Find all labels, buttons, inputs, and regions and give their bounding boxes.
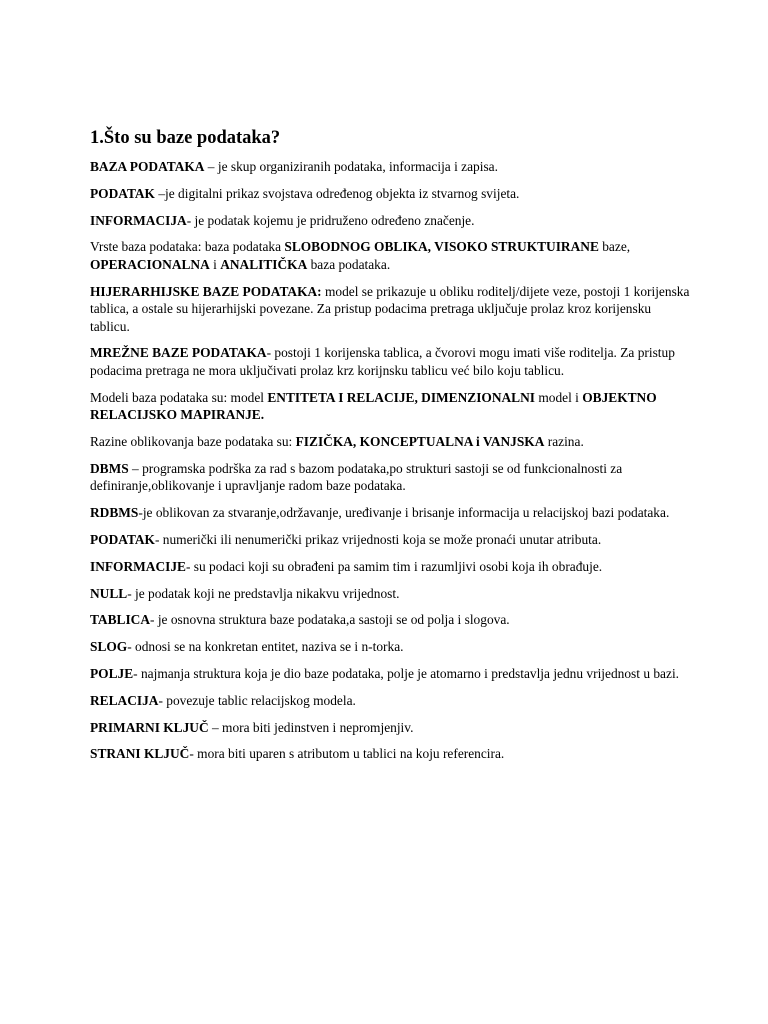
term-bold: MREŽNE BAZE PODATAKA <box>90 345 267 361</box>
text-run: - numerički ili nenumerički prikaz vrijednosti koja se može pronaći unutar atributa. <box>154 531 602 547</box>
paragraph <box>90 212 690 230</box>
term-bold: RELACIJA <box>90 692 159 708</box>
text-run: i <box>209 256 221 272</box>
term-bold: OBJEKTNO RELACIJSKO MAPIRANJE. <box>90 389 657 423</box>
paragraph <box>90 185 690 203</box>
paragraph <box>90 692 690 710</box>
term-bold: INFORMACIJE <box>90 558 186 574</box>
text-run: – programska podrška za rad s bazom podataka,po strukturi sastoji se od funkcionalnosti za definiranje,oblikovanje i upravljanje radom baze podataka. <box>90 460 623 494</box>
paragraph <box>90 665 690 683</box>
text-run: - odnosi se na konkretan entitet, naziva se i n-torka. <box>127 639 404 655</box>
term-bold: INFORMACIJA <box>90 212 187 228</box>
paragraph <box>90 745 690 763</box>
text-run: razina. <box>544 434 584 450</box>
term-bold: RDBMS <box>90 505 139 521</box>
paragraph <box>90 585 690 603</box>
paragraph <box>90 344 690 379</box>
term-bold: NULL <box>90 585 128 601</box>
paragraph <box>90 719 690 737</box>
paragraph <box>90 504 690 522</box>
text-run: baza podataka. <box>307 256 391 272</box>
paragraph <box>90 158 690 176</box>
document-title: 1.Što su baze podataka? <box>90 128 281 148</box>
text-run: - postoji 1 korijenska tablica, a čvorovi mogu imati više roditelja. Za pristup podacima pretraga ne mora uključivati prolaz krz korijnsku tablicu već bilo koju tablicu. <box>90 345 675 378</box>
text-run: - je osnovna struktura baze podataka,a sastoji se od polja i slogova. <box>150 612 510 628</box>
paragraph <box>90 433 690 451</box>
term-bold: FIZIČKA, KONCEPTUALNA i VANJSKA <box>295 434 545 450</box>
text-run: - najmanja struktura koja je dio baze podataka, polje je atomarno i predstavlja jednu vrijednost u bazi. <box>133 665 680 681</box>
paragraph <box>90 558 690 576</box>
paragraph <box>90 283 690 336</box>
term-bold: DBMS <box>90 460 129 476</box>
paragraph <box>90 531 690 549</box>
text-run: - povezuje tablic relacijskog modela. <box>158 692 356 708</box>
text-run: model se prikazuje u obliku roditelj/dijete veze, postoji 1 korijenska tablica, a ostale su hijerarhijski povezane. Za pristup podacima pretraga uključuje prolaz kroz korijensku tablicu. <box>90 283 690 334</box>
term-bold: PODATAK <box>90 185 155 201</box>
text-run: Modeli baza podataka su: model <box>90 389 268 405</box>
text-run: model i <box>535 389 583 405</box>
text-run: – je skup organiziranih podataka, informacija i zapisa. <box>204 159 498 174</box>
term-bold: PRIMARNI KLJUČ <box>90 719 209 735</box>
text-run: Vrste baza podataka: baza podataka <box>90 239 285 255</box>
paragraph <box>90 638 690 656</box>
text-run: –je digitalni prikaz svojstava određenog objekta iz stvarnog svijeta. <box>154 185 520 201</box>
paragraph <box>90 460 690 495</box>
term-bold: POLJE <box>90 665 134 681</box>
term-bold: TABLICA <box>90 612 151 628</box>
paragraph <box>90 611 690 629</box>
paragraph-list <box>90 158 690 763</box>
text-run: -je oblikovan za stvaranje,održavanje, uređivanje i brisanje informacija u relacijskoj bazi podataka. <box>138 505 670 521</box>
text-run: - je podatak koji ne predstavlja nikakvu vrijednost. <box>127 585 400 601</box>
term-bold: ANALITIČKA <box>220 256 308 272</box>
term-bold: HIJERARHIJSKE BAZE PODATAKA: <box>90 283 322 299</box>
term-bold: BAZA PODATAKA <box>90 159 205 174</box>
text-run: - su podaci koji su obrađeni pa samim tim i razumljivi osobi koja ih obrađuje. <box>185 558 603 574</box>
paragraph <box>90 389 690 424</box>
paragraph <box>90 238 690 273</box>
document-body <box>90 127 690 772</box>
term-bold: PODATAK <box>90 531 155 547</box>
term-bold: OPERACIONALNA <box>90 256 210 272</box>
term-bold: SLOBODNOG OBLIKA, VISOKO STRUKTUIRANE <box>284 239 599 255</box>
text-run: - mora biti uparen s atributom u tablici na koju referencira. <box>189 746 505 762</box>
text-run: - je podatak kojemu je pridruženo određeno značenje. <box>186 212 475 228</box>
text-run: – mora biti jedinstven i nepromjenjiv. <box>208 719 414 735</box>
term-bold: SLOG <box>90 639 128 655</box>
text-run: baze, <box>598 239 631 255</box>
text-run: Razine oblikovanja baze podataka su: <box>90 434 296 450</box>
term-bold: ENTITETA I RELACIJE, DIMENZIONALNI <box>267 389 535 405</box>
term-bold: STRANI KLJUČ <box>90 746 190 762</box>
